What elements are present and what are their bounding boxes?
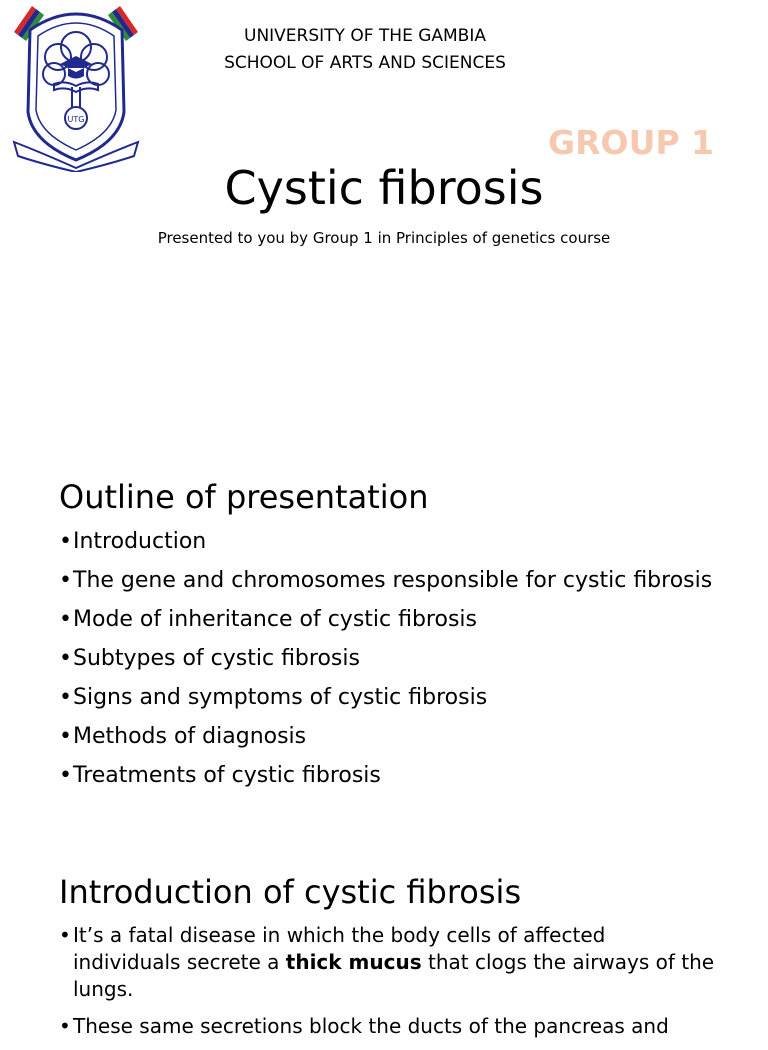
svg-text:UTG: UTG [67, 115, 85, 124]
outline-item: • Mode of inheritance of cystic fibrosis [59, 605, 719, 635]
outline-section [59, 477, 719, 800]
outline-item: • Methods of diagnosis [59, 722, 719, 752]
introduction-section [59, 872, 719, 1050]
university-crest-logo [10, 2, 142, 172]
slide-subtitle: Presented to you by Group 1 in Principles of genetics course [157, 229, 611, 247]
university-name: UNIVERSITY OF THE GAMBIA [244, 26, 486, 46]
intro-item: • These same secretions block the ducts of the pancreas and [59, 1013, 719, 1040]
intro-item [59, 922, 719, 1003]
outline-item: • Subtypes of cystic fibrosis [59, 644, 719, 674]
intro-heading: Introduction of cystic fibrosis [59, 873, 522, 911]
group-label: GROUP 1 [548, 123, 714, 162]
school-name: SCHOOL OF ARTS AND SCIENCES [224, 53, 506, 73]
intro-item-bold: thick mucus [285, 950, 422, 974]
intro-item-text: that clogs the airways of the lungs. [73, 950, 715, 1001]
intro-item-text: It’s a fatal disease in which the body cells of affected individuals secrete a [73, 923, 606, 974]
intro-list [59, 922, 719, 1040]
outline-item: • Treatments of cystic fibrosis [59, 761, 719, 791]
slide-title: Cystic fibrosis [224, 161, 544, 215]
outline-heading: Outline of presentation [59, 478, 429, 516]
outline-item: • Introduction [59, 527, 719, 557]
outline-list [59, 527, 719, 791]
outline-item: • Signs and symptoms of cystic fibrosis [59, 683, 719, 713]
outline-item: • The gene and chromosomes responsible for cystic fibrosis [59, 566, 719, 596]
institution-header [160, 23, 570, 77]
